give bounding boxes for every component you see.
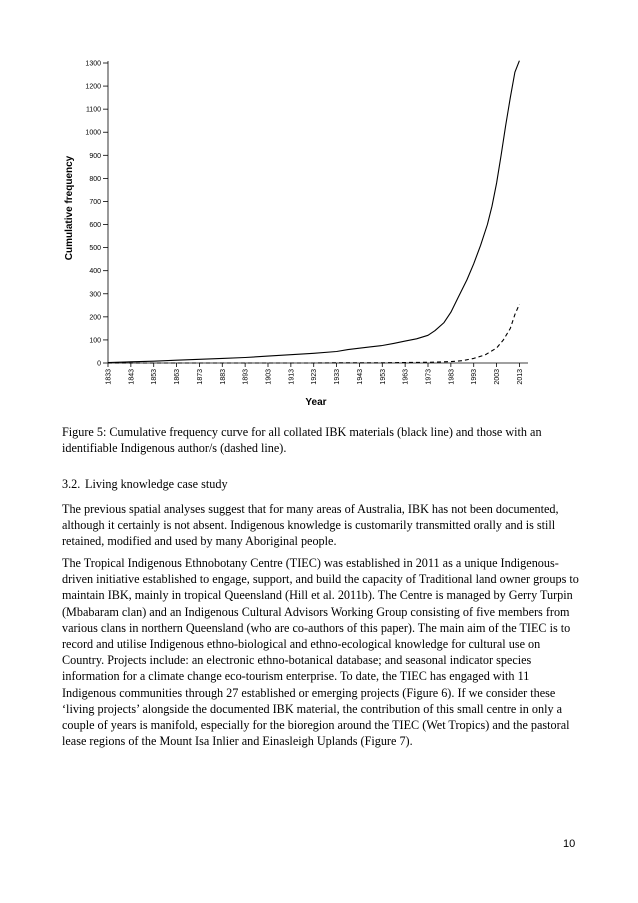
x-axis xyxy=(106,363,529,385)
y-tick-label: 800 xyxy=(89,175,101,183)
y-tick-label: 1300 xyxy=(85,60,101,68)
y-tick-label: 0 xyxy=(97,360,101,368)
y-tick-label: 900 xyxy=(89,152,101,160)
x-tick-label: 1913 xyxy=(288,369,296,385)
figure-caption: Figure 5: Cumulative frequency curve for all collated IBK materials (black line) and those with an identifiable Indigenous author/s (dashed line). xyxy=(62,425,542,456)
y-tick-label: 700 xyxy=(89,198,101,206)
y-tick-label: 100 xyxy=(89,337,101,345)
y-tick-label: 500 xyxy=(89,245,101,253)
x-tick-label: 1873 xyxy=(196,369,204,385)
y-tick-label: 1000 xyxy=(85,129,101,137)
x-tick-label: 1893 xyxy=(242,369,250,385)
x-tick-label: 1993 xyxy=(471,369,479,385)
y-tick-label: 1100 xyxy=(85,106,101,114)
x-tick-label: 1983 xyxy=(448,369,456,385)
x-tick-label: 2003 xyxy=(494,369,502,385)
x-tick-label: 1963 xyxy=(402,369,410,385)
x-tick-label: 1853 xyxy=(151,369,159,385)
y-axis-label: Cumulative frequency xyxy=(64,155,75,261)
x-tick-label: 1903 xyxy=(265,369,273,385)
x-tick-label: 1943 xyxy=(356,369,364,385)
paragraph: The previous spatial analyses suggest that for many areas of Australia, IBK has not been documented, although it certainly is not absent. Indigenous knowledge is customarily transmitted orally and is still retained, modified and used by many Aboriginal people. xyxy=(62,502,559,549)
x-axis-label: Year xyxy=(305,397,327,408)
page-number: 10 xyxy=(563,838,576,850)
x-tick-label: 1883 xyxy=(219,369,227,385)
section-title: Living knowledge case study xyxy=(85,477,228,491)
paragraph: The Tropical Indigenous Ethnobotany Centre (TIEC) was established in 2011 as a unique Indigenous-driven initiative established to engage, support, and build the capacity of Traditional land owner groups to maintain IBK, mainly in tropical Queensland (Hill et al. 2011b). The Centre is managed by Gerry Turpin (Mbabaram clan) and an Indigenous Cultural Advisors Working Group consisting of five members from various clans in northern Queensland (who are co-authors of this paper). The main aim of the TIEC is to record and utilise Indigenous ethno-biological and ethno-ecological knowledge for cultural use on Country. Projects include: an electronic ethno-botanical database; and seasonal indicator species information for a climate change eco-tourism enterprise. To date, the TIEC has engaged with 11 Indigenous communities through 27 established or emerging projects (Figure 6). If we consider these ‘living projects’ alongside the documented IBK material, the contribution of this small centre in only a couple of years is manifold, especially for the bioregion around the TIEC (Wet Tropics) and the pastoral lease regions of the Mount Isa Inlier and Einasleigh Uplands (Figure 7). xyxy=(62,556,579,749)
y-axis xyxy=(85,61,108,368)
series-line-indigenous-author xyxy=(108,304,519,363)
y-tick-label: 400 xyxy=(89,268,101,276)
x-tick-label: 1953 xyxy=(379,369,387,385)
x-tick-label: 1843 xyxy=(128,369,136,385)
y-tick-label: 1200 xyxy=(85,83,101,91)
x-tick-label: 1973 xyxy=(425,369,433,385)
y-tick-label: 300 xyxy=(89,291,101,299)
series-layer xyxy=(108,61,519,363)
x-tick-label: 1923 xyxy=(311,369,319,385)
series-line-all-ibk xyxy=(108,61,519,363)
y-tick-label: 600 xyxy=(89,222,101,230)
x-tick-label: 1833 xyxy=(105,369,113,385)
x-tick-label: 2013 xyxy=(516,369,524,385)
section-heading xyxy=(62,476,582,492)
x-tick-label: 1933 xyxy=(334,369,342,385)
cumulative-frequency-chart xyxy=(0,0,638,420)
x-tick-label: 1863 xyxy=(174,369,182,385)
y-tick-label: 200 xyxy=(89,314,101,322)
section-number: 3.2. xyxy=(62,477,81,491)
